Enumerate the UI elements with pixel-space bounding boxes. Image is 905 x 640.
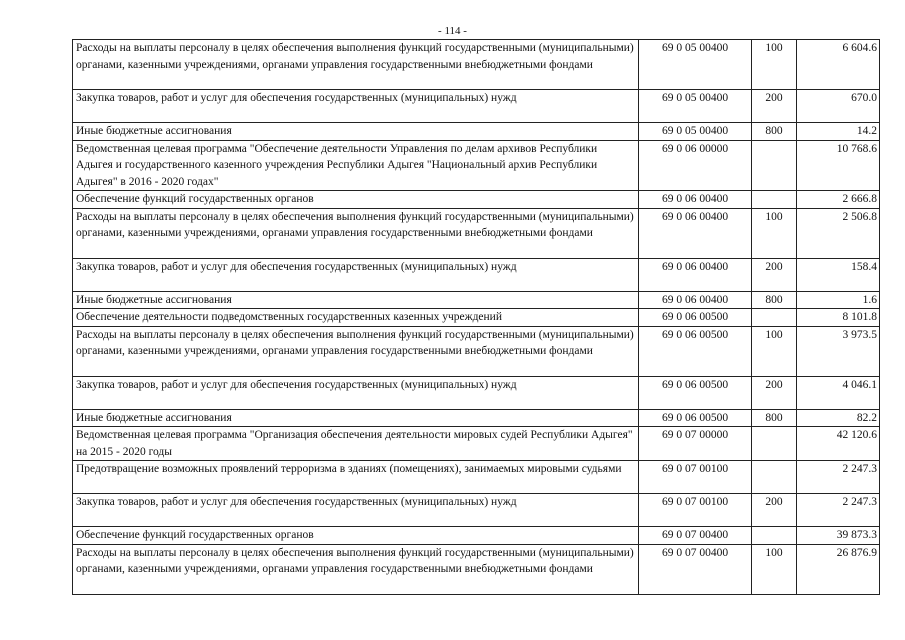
row-expense-type: 100 [752, 326, 797, 376]
row-description: Ведомственная целевая программа "Организация обеспечения деятельности мировых судей Республики Адыгея" на 2015 - 2020 годы [73, 427, 639, 461]
table-row [73, 326, 880, 376]
row-expense-type [752, 140, 797, 191]
table-row [73, 427, 880, 461]
row-expense-type: 100 [752, 40, 797, 90]
row-target-code: 69 0 06 00500 [639, 409, 752, 427]
table-row [73, 140, 880, 191]
row-description: Иные бюджетные ассигнования [73, 291, 639, 309]
row-description: Расходы на выплаты персоналу в целях обеспечения выполнения функций государственными (муниципальными) органами, казенными учреждениями, органами управления государственными внебюджетными фондами [73, 326, 639, 376]
row-expense-type [752, 427, 797, 461]
row-target-code: 69 0 06 00500 [639, 326, 752, 376]
row-description: Обеспечение функций государственных органов [73, 527, 639, 545]
row-description: Расходы на выплаты персоналу в целях обеспечения выполнения функций государственными (муниципальными) органами, казенными учреждениями, органами управления государственными внебюджетными фондами [73, 40, 639, 90]
row-amount: 10 768.6 [797, 140, 880, 191]
table-row [73, 90, 880, 123]
row-amount: 8 101.8 [797, 309, 880, 327]
row-amount: 39 873.3 [797, 527, 880, 545]
row-target-code: 69 0 07 00400 [639, 527, 752, 545]
budget-table-body [73, 40, 880, 595]
row-expense-type: 800 [752, 123, 797, 141]
row-amount: 6 604.6 [797, 40, 880, 90]
row-amount: 2 666.8 [797, 191, 880, 209]
table-row [73, 544, 880, 594]
budget-table [72, 39, 880, 595]
row-expense-type: 800 [752, 291, 797, 309]
row-description: Закупка товаров, работ и услуг для обеспечения государственных (муниципальных) нужд [73, 376, 639, 409]
row-amount: 42 120.6 [797, 427, 880, 461]
row-amount: 2 247.3 [797, 494, 880, 527]
table-row [73, 123, 880, 141]
row-target-code: 69 0 07 00400 [639, 544, 752, 594]
table-row [73, 208, 880, 258]
table-row [73, 309, 880, 327]
row-target-code: 69 0 05 00400 [639, 123, 752, 141]
row-amount: 670.0 [797, 90, 880, 123]
row-expense-type: 200 [752, 90, 797, 123]
table-row [73, 527, 880, 545]
row-target-code: 69 0 05 00400 [639, 40, 752, 90]
row-description: Расходы на выплаты персоналу в целях обеспечения выполнения функций государственными (муниципальными) органами, казенными учреждениями, органами управления государственными внебюджетными фондами [73, 208, 639, 258]
row-target-code: 69 0 07 00000 [639, 427, 752, 461]
row-amount: 1.6 [797, 291, 880, 309]
row-description: Закупка товаров, работ и услуг для обеспечения государственных (муниципальных) нужд [73, 258, 639, 291]
table-row [73, 494, 880, 527]
row-description: Обеспечение функций государственных органов [73, 191, 639, 209]
row-expense-type [752, 461, 797, 494]
table-row [73, 291, 880, 309]
row-amount: 4 046.1 [797, 376, 880, 409]
row-amount: 2 506.8 [797, 208, 880, 258]
table-row [73, 258, 880, 291]
row-description: Закупка товаров, работ и услуг для обеспечения государственных (муниципальных) нужд [73, 494, 639, 527]
row-description: Иные бюджетные ассигнования [73, 409, 639, 427]
row-expense-type [752, 191, 797, 209]
row-target-code: 69 0 06 00400 [639, 291, 752, 309]
row-expense-type: 200 [752, 494, 797, 527]
row-expense-type: 100 [752, 208, 797, 258]
row-description: Ведомственная целевая программа "Обеспечение деятельности Управления по делам архивов Республики Адыгея и государственного казенного учреждения Республики Адыгея "Национальный архив Республики Адыгея" в 2016 - 2020 годах" [73, 140, 639, 191]
page-number: - 114 - [438, 25, 467, 37]
row-expense-type: 200 [752, 376, 797, 409]
row-expense-type: 100 [752, 544, 797, 594]
row-expense-type: 200 [752, 258, 797, 291]
table-row [73, 40, 880, 90]
row-expense-type: 800 [752, 409, 797, 427]
row-description: Обеспечение деятельности подведомственных государственных казенных учреждений [73, 309, 639, 327]
row-target-code: 69 0 06 00400 [639, 258, 752, 291]
row-target-code: 69 0 07 00100 [639, 494, 752, 527]
row-target-code: 69 0 07 00100 [639, 461, 752, 494]
row-amount: 82.2 [797, 409, 880, 427]
row-description: Предотвращение возможных проявлений терроризма в зданиях (помещениях), занимаемых мировыми судьями [73, 461, 639, 494]
row-amount: 3 973.5 [797, 326, 880, 376]
row-target-code: 69 0 06 00000 [639, 140, 752, 191]
row-amount: 158.4 [797, 258, 880, 291]
table-row [73, 191, 880, 209]
row-description: Иные бюджетные ассигнования [73, 123, 639, 141]
row-target-code: 69 0 06 00400 [639, 208, 752, 258]
row-description: Закупка товаров, работ и услуг для обеспечения государственных (муниципальных) нужд [73, 90, 639, 123]
row-target-code: 69 0 05 00400 [639, 90, 752, 123]
row-target-code: 69 0 06 00500 [639, 376, 752, 409]
row-target-code: 69 0 06 00400 [639, 191, 752, 209]
table-row [73, 376, 880, 409]
row-expense-type [752, 309, 797, 327]
row-expense-type [752, 527, 797, 545]
table-row [73, 461, 880, 494]
row-description: Расходы на выплаты персоналу в целях обеспечения выполнения функций государственными (муниципальными) органами, казенными учреждениями, органами управления государственными внебюджетными фондами [73, 544, 639, 594]
row-amount: 14.2 [797, 123, 880, 141]
row-amount: 2 247.3 [797, 461, 880, 494]
row-target-code: 69 0 06 00500 [639, 309, 752, 327]
row-amount: 26 876.9 [797, 544, 880, 594]
table-row [73, 409, 880, 427]
